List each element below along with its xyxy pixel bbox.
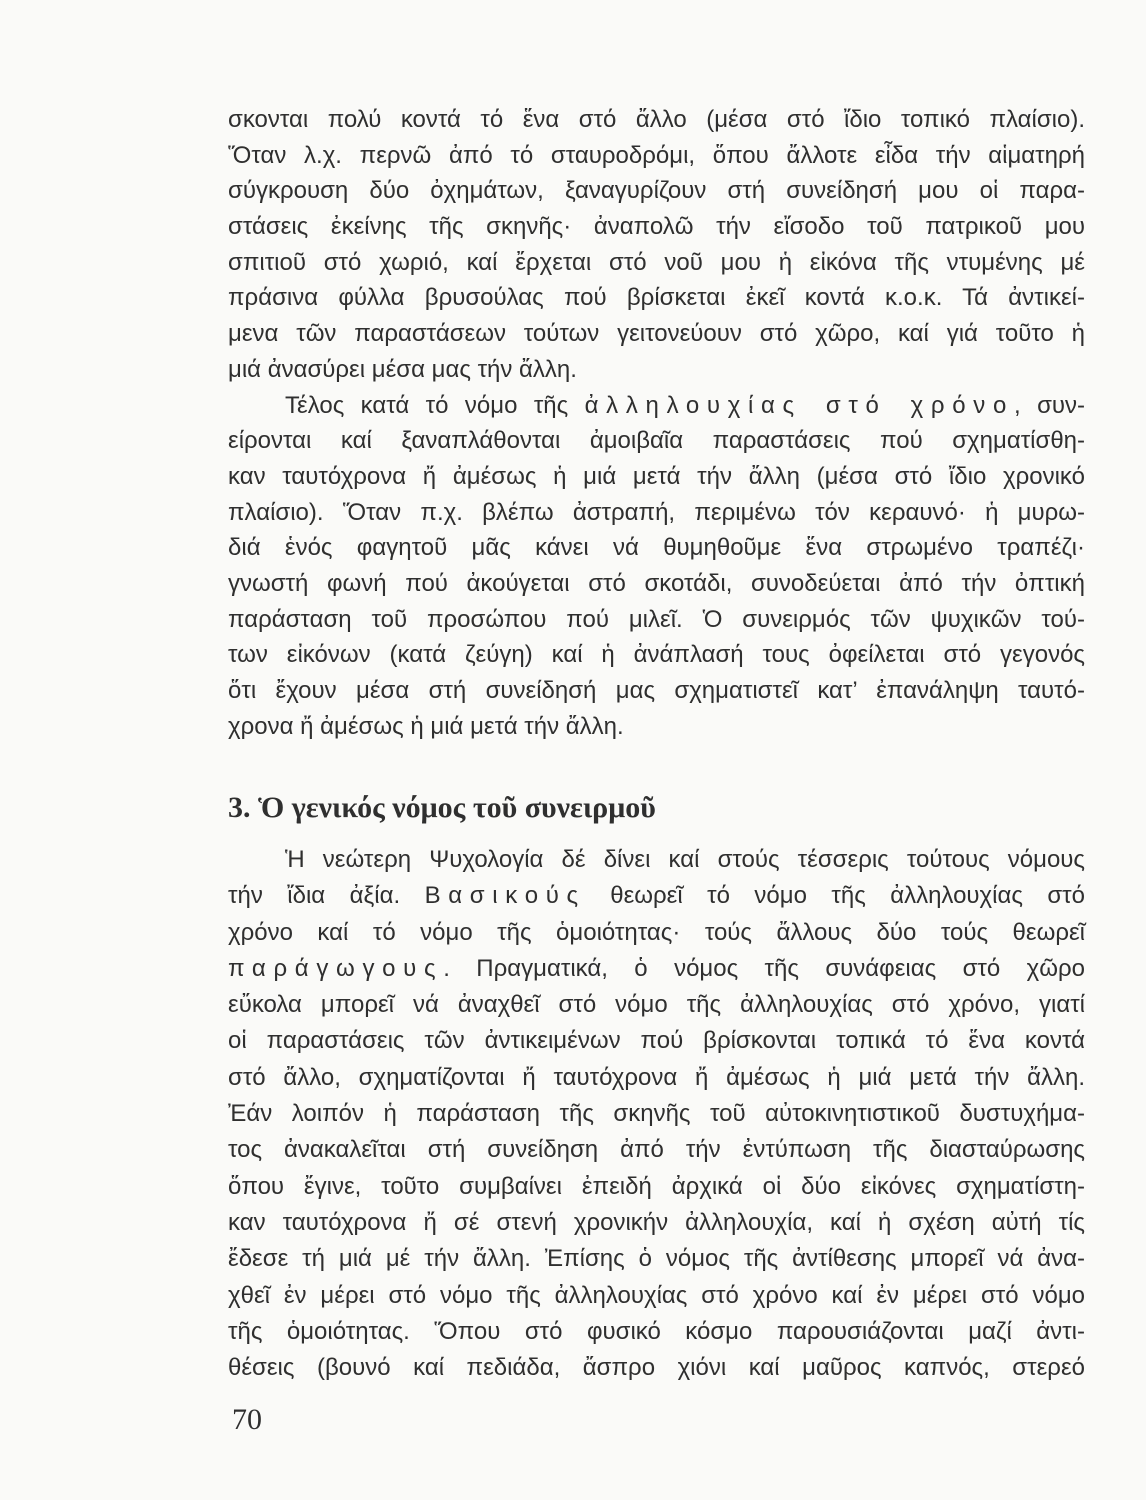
text-line: γνωστή φωνή πού ἀκούγεται στό σκοτάδι, συνοδεύεται ἀπό τήν ὀπτική xyxy=(228,569,1085,597)
text-line: ὅπου ἔγινε, τοῦτο συμβαίνει ἐπειδή ἀρχικά οἱ δύο εἰκόνες σχηματίστη- xyxy=(228,1172,1085,1200)
text-line: Ὅταν λ.χ. περνῶ ἀπό τό σταυροδρόμι, ὅπου ἄλλοτε εἶδα τήν αἱματηρή xyxy=(228,141,1085,169)
text-line: θέσεις (βουνό καί πεδιάδα, ἄσπρο χιόνι καί μαῦρος καπνός, στερεό xyxy=(228,1354,1085,1382)
text-line: σύγκρουση δύο ὀχημάτων, ξαναγυρίζουν στή συνείδησή μου οἱ παρα- xyxy=(228,177,1085,205)
text-line: μενα τῶν παραστάσεων τούτων γειτονεύουν στό χῶρο, καί γιά τοῦτο ἡ xyxy=(228,320,1085,348)
body-text-top xyxy=(228,102,1085,744)
text-segment: θεωρεῖ τό νόμο τῆς ἀλληλουχίας στό xyxy=(585,882,1085,910)
text-line: σκονται πολύ κοντά τό ἕνα στό ἄλλο (μέσα στό ἴδιο τοπικό πλαίσιο). xyxy=(228,106,1085,133)
text-line: πλαίσιο). Ὅταν π.χ. βλέπω ἀστραπή, περιμένω τόν κεραυνό· ἡ μυρω- xyxy=(228,498,1085,526)
text-line: μιά ἀνασύρει μέσα μας τήν ἄλλη. xyxy=(228,355,577,383)
text-line: χθεῖ ἐν μέρει στό νόμο τῆς ἀλληλουχίας στό χρόνο καί ἐν μέρει στό νόμο xyxy=(228,1281,1085,1309)
text-line: εὔκολα μπορεῖ νά ἀναχθεῖ στό νόμο τῆς ἀλληλουχίας στό χρόνο, γιατί xyxy=(228,991,1085,1019)
text-line: χρόνο καί τό νόμο τῆς ὁμοιότητας· τούς ἄλλους δύο τούς θεωρεῖ xyxy=(228,918,1085,946)
text-segment: . Πραγματικά, ὁ νόμος τῆς συνάφειας στό χῶρο xyxy=(443,954,1085,982)
text-line: σπιτιοῦ στό χωριό, καί ἔρχεται στό νοῦ μου ἡ εἰκόνα τῆς ντυμένης μέ xyxy=(228,248,1085,276)
text-line xyxy=(228,878,1085,914)
text-line: καν ταυτόχρονα ἤ ἀμέσως ἡ μιά μετά τήν ἄλλη (μέσα στό ἴδιο χρονικό xyxy=(228,462,1085,490)
spaced-emphasis: παράγωγους xyxy=(228,954,444,982)
text-segment: , συν- xyxy=(1014,391,1085,419)
text-line: καν ταυτόχρονα ἤ σέ στενή χρονικήν ἀλληλουχία, καί ἡ σχέση αὐτή τίς xyxy=(228,1208,1085,1236)
text-line: χρονα ἤ ἀμέσως ἡ μιά μετά τήν ἄλλη. xyxy=(228,712,624,740)
paragraph-first-line xyxy=(228,388,1085,424)
text-line: των εἰκόνων (κατά ζεύγη) καί ἡ ἀνάπλασή τους ὀφείλεται στό γεγονός xyxy=(228,641,1085,669)
text-line: οἱ παραστάσεις τῶν ἀντικειμένων πού βρίσκονται τοπικά τό ἕνα κοντά xyxy=(228,1027,1085,1055)
text-line: παράσταση τοῦ προσώπου πού μιλεῖ. Ὁ συνειρμός τῶν ψυχικῶν τού- xyxy=(228,605,1085,633)
text-line: ὅτι ἔχουν μέσα στή συνείδησή μας σχηματιστεῖ κατ’ ἐπανάληψη ταυτό- xyxy=(228,677,1085,704)
paragraph-first-line: Ἡ νεώτερη Ψυχολογία δέ δίνει καί στούς τέσσερις τούτους νόμους xyxy=(285,846,1085,873)
text-line: διά ἑνός φαγητοῦ μᾶς κάνει νά θυμηθοῦμε ἕνα στρωμένο τραπέζι· xyxy=(228,534,1085,562)
text-line: τῆς ὁμοιότητας. Ὅπου στό φυσικό κόσμο παρουσιάζονται μαζί ἀντι- xyxy=(228,1317,1085,1345)
text-line: στάσεις ἐκείνης τῆς σκηνῆς· ἀναπολῶ τήν εἴσοδο τοῦ πατρικοῦ μου xyxy=(228,213,1085,241)
spaced-emphasis: ἀλληλουχίας στό χρόνο xyxy=(584,391,1014,419)
text-line: Ἐάν λοιπόν ἡ παράσταση τῆς σκηνῆς τοῦ αὐτοκινητιστικοῦ δυστυχήμα- xyxy=(228,1100,1085,1128)
body-text-bottom xyxy=(228,842,1085,1386)
text-line: πράσινα φύλλα βρυσούλας πού βρίσκεται ἐκεῖ κοντά κ.ο.κ. Τά ἀντικεί- xyxy=(228,284,1085,312)
spaced-emphasis: Βασικούς xyxy=(424,882,586,910)
text-line: τος ἀνακαλεῖται στή συνείδηση ἀπό τήν ἐντύπωση τῆς διασταύρωσης xyxy=(228,1136,1085,1164)
text-line xyxy=(228,951,1085,987)
text-line: είρονται καί ξαναπλάθονται ἀμοιβαῖα παραστάσεις πού σχηματίσθη- xyxy=(228,427,1085,455)
text-line: ἔδεσε τή μιά μέ τήν ἄλλη. Ἐπίσης ὁ νόμος τῆς ἀντίθεσης μπορεῖ νά ἀνα- xyxy=(228,1245,1085,1273)
text-segment: τήν ἴδια ἀξία. xyxy=(228,882,425,910)
section-heading: 3. Ὁ γενικός νόμος τοῦ συνειρμοῦ xyxy=(228,791,656,824)
text-line: στό ἄλλο, σχηματίζονται ἤ ταυτόχρονα ἤ ἀμέσως ἡ μιά μετά τήν ἄλλη. xyxy=(228,1063,1085,1091)
page-number: 70 xyxy=(232,1403,262,1436)
text-segment: Τέλος κατά τό νόμο τῆς xyxy=(285,391,585,419)
